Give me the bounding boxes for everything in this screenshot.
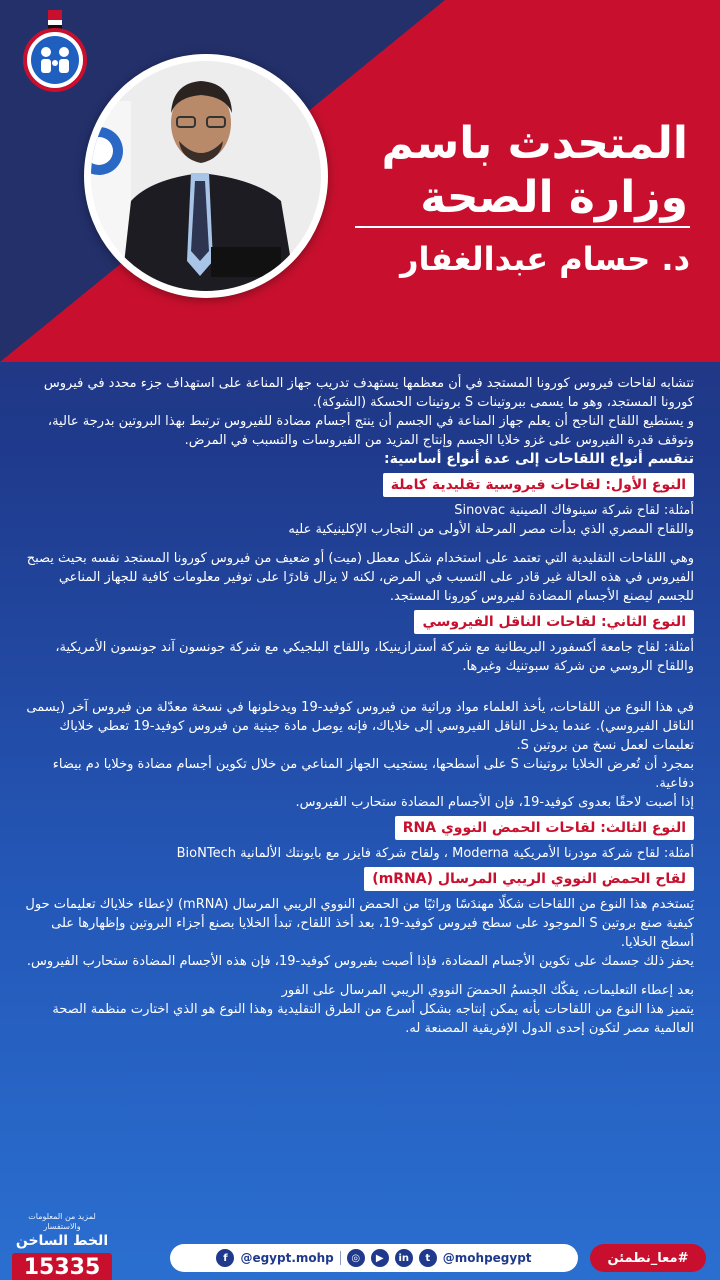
mrna-description-3: بعد إعطاء التعليمات، يفكّك الجسمُ الحمضَ النووي الريبي المرسال على الفور [281, 983, 694, 998]
ministry-logo [14, 8, 96, 96]
type2-description-3: إذا أصبت لاحقًا بعدوى كوفيد-19، فإن الأجسام المضادة ستحارب الفيروس. [295, 795, 694, 810]
mrna-heading: لقاح الحمض النووي الريبي المرسال (mRNA) [364, 867, 694, 891]
intro-paragraph-1: تتشابه لقاحات فيروس كورونا المستجد في أن معظمها يستهدف تدريب جهاز المناعة على استهداف جزء محدد في فيروس كورونا المستجد، وهو ما يسمى ببروتينات S بروتينات الحسكة (الشوكة). [43, 376, 694, 410]
youtube-icon[interactable]: ▶ [371, 1249, 389, 1267]
mrna-description-2: يحفز ذلك جسمك على تكوين الأجسام المضادة، فإذا أصبت بفيروس كوفيد-19، فإن هذه الأجسام المضادة ستحارب الفيروس. [26, 954, 694, 969]
hotline [12, 1212, 112, 1280]
divider [355, 226, 690, 228]
type2-description-1: في هذا النوع من اللقاحات، يأخذ العلماء مواد وراثية من فيروس كوفيد-19 ويدخلونها في نسخة معدّلة من فيروس آخر (يسمى الناقل الفيروسي). عندما يدخل الناقل الفيروسي إلى خلاياك، فإنه يوصل مادة جينية من فيروس كوفيد-19 تعطي خلاياك تعليمات لعمل نسخ من بروتين S. [26, 700, 694, 753]
header [0, 0, 720, 362]
type2-description-2: بمجرد أن تُعرض الخلايا بروتينات S على أسطحها، يستجيب الجهاز المناعي من خلال تكوين أجسام مضادة وخلايا دم بيضاء دفاعية. [52, 757, 694, 791]
social-bar [170, 1244, 578, 1272]
type1-description: وهي اللقاحات التقليدية التي تعتمد على استخدام شكل معطل (ميت) أو ضعيف من فيروس كورونا المستجد نفسه بحيث يصبح الفيروس في هذه الحالة غير قادر على التسبب في المرض، لكنه لا يزال قادرًا على توفير معلومات كافية للجهاز المناعي للجسم ليصنع الأجسام المضادة لفيروس كورونا المستجد. [26, 551, 694, 604]
title-line-2: وزارة الصحة [420, 172, 688, 223]
title-line-1: المتحدث باسم [381, 118, 688, 169]
mrna-description-1: يَستخدم هذا النوع من اللقاحات شكلًا مهندَسًا وراثيًا من الحمض النووي الريبي المرسال (mRNA) لإعطاء خلاياك تعليمات حول كيفية صنع بروتين S الموجود على سطح فيروس كوفيد-19، بعد أخذ اللقاح، تبدأ الخلايا بصنع أجزاء البروتين وإظهارها على أسطح الخلايا. [25, 897, 694, 950]
footer [0, 1212, 720, 1280]
social-handle[interactable]: @mohpegypt [442, 1251, 532, 1265]
instagram-icon[interactable]: ◎ [347, 1249, 365, 1267]
speaker-name: د. حسام عبدالغفار [400, 240, 690, 278]
types-heading: تنقسم أنواع اللقاحات إلى عدة أنواع أساسية: [384, 451, 694, 467]
type2-examples: أمثلة: لقاح جامعة أكسفورد البريطانية مع شركة أسترازينيكا، واللقاح البلجيكي مع شركة جونسون آند جونسون الأمريكية، واللقاح الروسي من شركة سبوتنيك وغيرها. [55, 640, 694, 674]
facebook-handle[interactable]: @egypt.mohp [240, 1251, 334, 1265]
type3-heading: النوع الثالث: لقاحات الحمض النووي RNA [395, 816, 694, 840]
facebook-icon[interactable]: f [216, 1249, 234, 1267]
article-body [18, 374, 694, 1038]
hashtag-badge: #معا_نطمئن [590, 1244, 706, 1272]
twitter-icon[interactable]: t [419, 1249, 437, 1267]
speaker-photo [84, 54, 328, 298]
hotline-label: الخط الساخن [15, 1233, 109, 1249]
linkedin-icon[interactable]: in [395, 1249, 413, 1267]
mrna-description-4: يتميز هذا النوع من اللقاحات بأنه يمكن إنتاجه بشكل أسرع من الطرق التقليدية وهذا النوع هو الذي اختارت منظمة الصحة العالمية مصر لتكون إحدى الدول الإفريقية المصنعة له. [52, 1002, 694, 1036]
type2-heading: النوع الثاني: لقاحات الناقل الفيروسي [414, 610, 694, 634]
type1-example-2: واللقاح المصري الذي بدأت مصر المرحلة الأولى من التجارب الإكلينيكية عليه [288, 522, 694, 537]
hotline-number[interactable]: 15335 [12, 1253, 112, 1280]
type3-examples: أمثلة: لقاح شركة مودرنا الأمريكية Moderna ، ولقاح شركة فايزر مع بايونتك الألمانية BioNTech [176, 846, 694, 861]
type1-example-1: أمثلة: لقاح شركة سينوفاك الصينية Sinovac [454, 503, 694, 518]
hotline-note: لمزيد من المعلومات والاستفسار [28, 1212, 96, 1231]
type1-heading: النوع الأول: لقاحات فيروسية تقليدية كاملة [383, 473, 694, 497]
intro-paragraph-2: و يستطيع اللقاح الناجح أن يعلم جهاز المناعة في الجسم أن ينتج أجسام مضادة للفيروس ترتبط بهذا البروتين بدرجة عالية، وتوقف قدرة الفيروس على غزو خلايا الجسم وإنتاج المزيد من الفيروسات والتسبب في المرض. [47, 414, 694, 448]
separator [340, 1251, 341, 1265]
